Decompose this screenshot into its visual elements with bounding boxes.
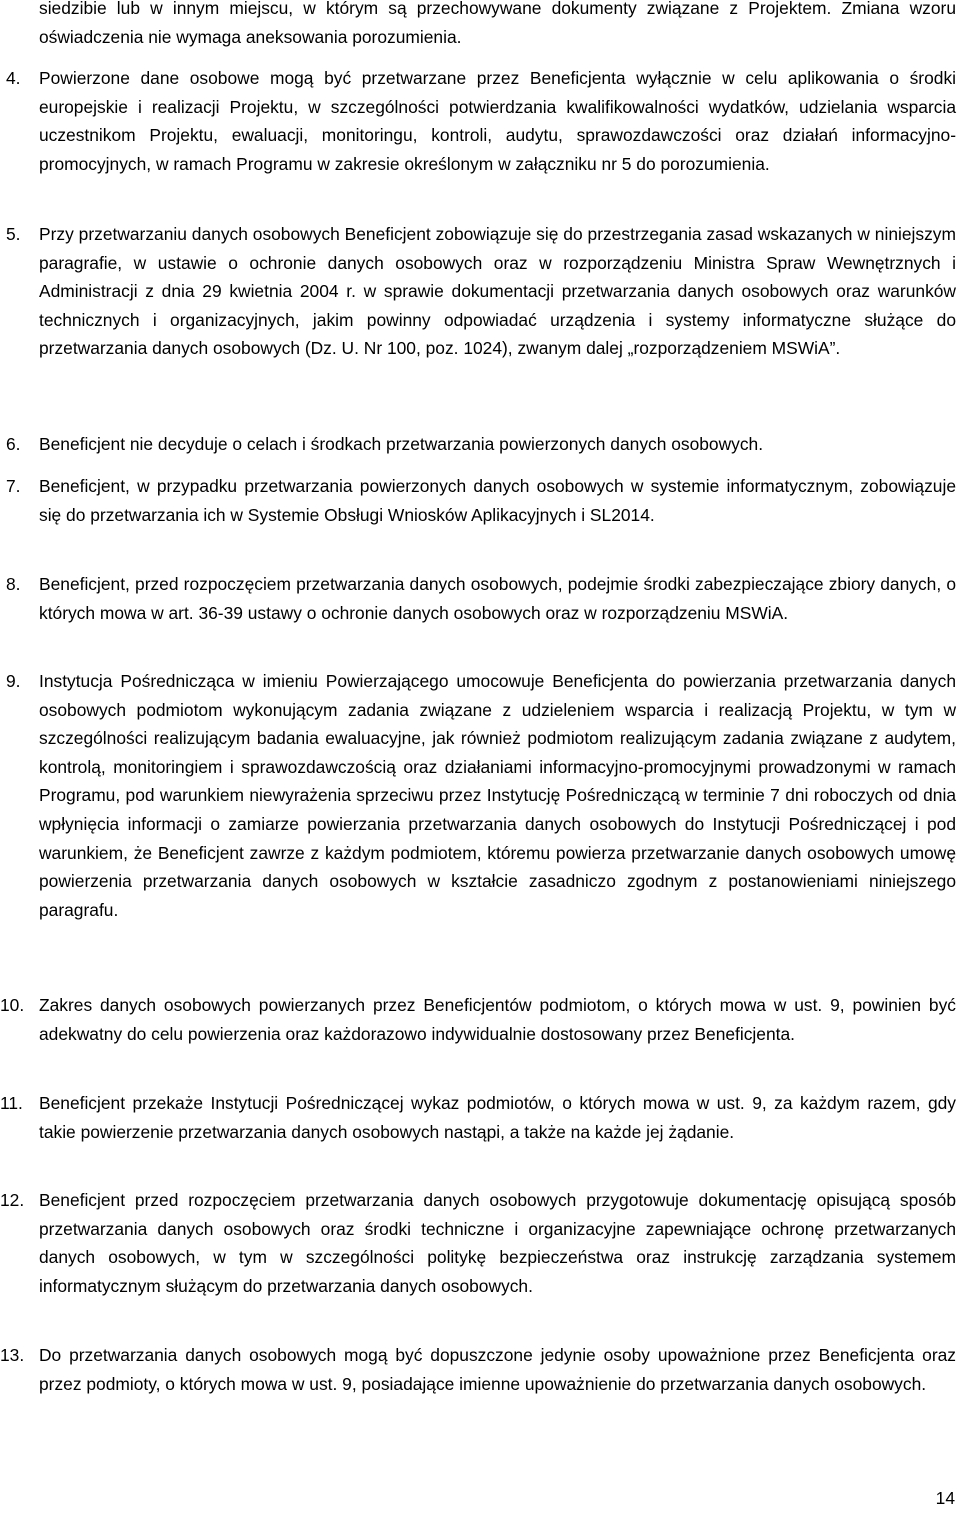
- item-text: Beneficjent przed rozpoczęciem przetwarzania danych osobowych przygotowuje dokumentację opisującą sposób przetwarzania danych osobowych oraz środki techniczne i organizacyjne zapewniające ochronę przetwarzanych danych osobowych, w tym w szczególności politykę bezpieczeństwa oraz instrukcję zarządzania systemem informatycznym służącym do przetwarzania danych osobowych.: [39, 1190, 956, 1296]
- item-text: Beneficjent nie decyduje o celach i środkach przetwarzania powierzonych danych osobowych.: [39, 434, 764, 454]
- item-text: Zakres danych osobowych powierzanych przez Beneficjentów podmiotom, o których mowa w ust. 9, powinien być adekwatny do celu powierzenia oraz każdorazowo indywidualnie dostosowany przez Beneficjenta.: [39, 995, 956, 1044]
- item-number: 13.: [0, 1345, 25, 1365]
- intro-paragraph: siedzibie lub w innym miejscu, w którym są przechowywane dokumenty związane z Projektem. Zmiana wzoru oświadczenia nie wymaga aneksowania porozumienia.: [39, 0, 956, 47]
- item-text: Instytucja Pośrednicząca w imieniu Powierzającego umocowuje Beneficjenta do powierzania przetwarzania danych osobowych podmiotom wykonującym zadania związane z udzieleniem wsparcia i realizacją Projektu, w tym w szczególności realizującym badania ewaluacyjne, jak również podmiotom realizującym zadania związane z audytem, kontrolą, monitoringiem i sprawozdawczością oraz działaniami informacyjno-promocyjnymi prowadzonymi w ramach Programu, pod warunkiem niewyrażenia sprzeciwu przez Instytucję Pośredniczącą w terminie 7 dni roboczych od dnia wpłynięcia informacji o zamiarze powierzania przetwarzania danych osobowych do Instytucji Pośredniczącej i pod warunkiem, że Beneficjent zawrze z każdym podmiotem, któremu powierza przetwarzanie danych osobowych umowę powierzenia przetwarzania danych osobowych w kształcie zasadniczo zgodnym z postanowieniami niniejszego paragrafu.: [39, 671, 956, 920]
- item-text: Powierzone dane osobowe mogą być przetwarzane przez Beneficjenta wyłącznie w celu aplikowania o środki europejskie i realizacji Projektu, w szczególności potwierdzania kwalifikowalności wydatków, udzielania wsparcia uczestnikom Projektu, ewaluacji, monitoringu, kontroli, audytu, sprawozdawczości oraz działań informacyjno-promocyjnych, w ramach Programu w zakresie określonym w załączniku nr 5 do porozumienia.: [39, 68, 956, 174]
- item-number: 9.: [6, 671, 21, 691]
- item-number: 11.: [0, 1093, 23, 1113]
- item-text: Beneficjent, w przypadku przetwarzania powierzonych danych osobowych w systemie informatycznym, zobowiązuje się do przetwarzania ich w Systemie Obsługi Wniosków Aplikacyjnych i SL2014.: [39, 476, 956, 525]
- item-number: 6.: [6, 434, 21, 454]
- item-number: 4.: [6, 68, 21, 88]
- item-text: Do przetwarzania danych osobowych mogą być dopuszczone jedynie osoby upoważnione przez Beneficjenta oraz przez podmioty, o których mowa w ust. 9, posiadające imienne upoważnienie do przetwarzania danych osobowych.: [39, 1345, 956, 1394]
- item-text: Beneficjent, przed rozpoczęciem przetwarzania danych osobowych, podejmie środki zabezpieczające zbiory danych, o których mowa w art. 36-39 ustawy o ochronie danych osobowych oraz w rozporządzeniu MSWiA.: [39, 574, 956, 623]
- item-number: 7.: [6, 476, 21, 496]
- item-text: Przy przetwarzaniu danych osobowych Beneficjent zobowiązuje się do przestrzegania zasad wskazanych w niniejszym paragrafie, w ustawie o ochronie danych osobowych oraz w rozporządzeniu Ministra Spraw Wewnętrznych i Administracji z dnia 29 kwietnia 2004 r. w sprawie dokumentacji przetwarzania danych osobowych oraz warunków technicznych i organizacyjnych, jakim powinny odpowiadać urządzenia i systemy informatyczne służące do przetwarzania danych osobowych (Dz. U. Nr 100, poz. 1024), zwanym dalej „rozporządzeniem MSWiA”.: [39, 224, 956, 359]
- item-number: 8.: [6, 574, 21, 594]
- item-number: 5.: [6, 224, 21, 244]
- item-number: 12.: [0, 1190, 25, 1210]
- page-number: 14: [935, 1488, 955, 1508]
- item-number: 10.: [0, 995, 25, 1015]
- item-text: Beneficjent przekaże Instytucji Pośredniczącej wykaz podmiotów, o których mowa w ust. 9, za każdym razem, gdy takie powierzenie przetwarzania danych osobowych nastąpi, a także na każde jej żądanie.: [39, 1093, 956, 1142]
